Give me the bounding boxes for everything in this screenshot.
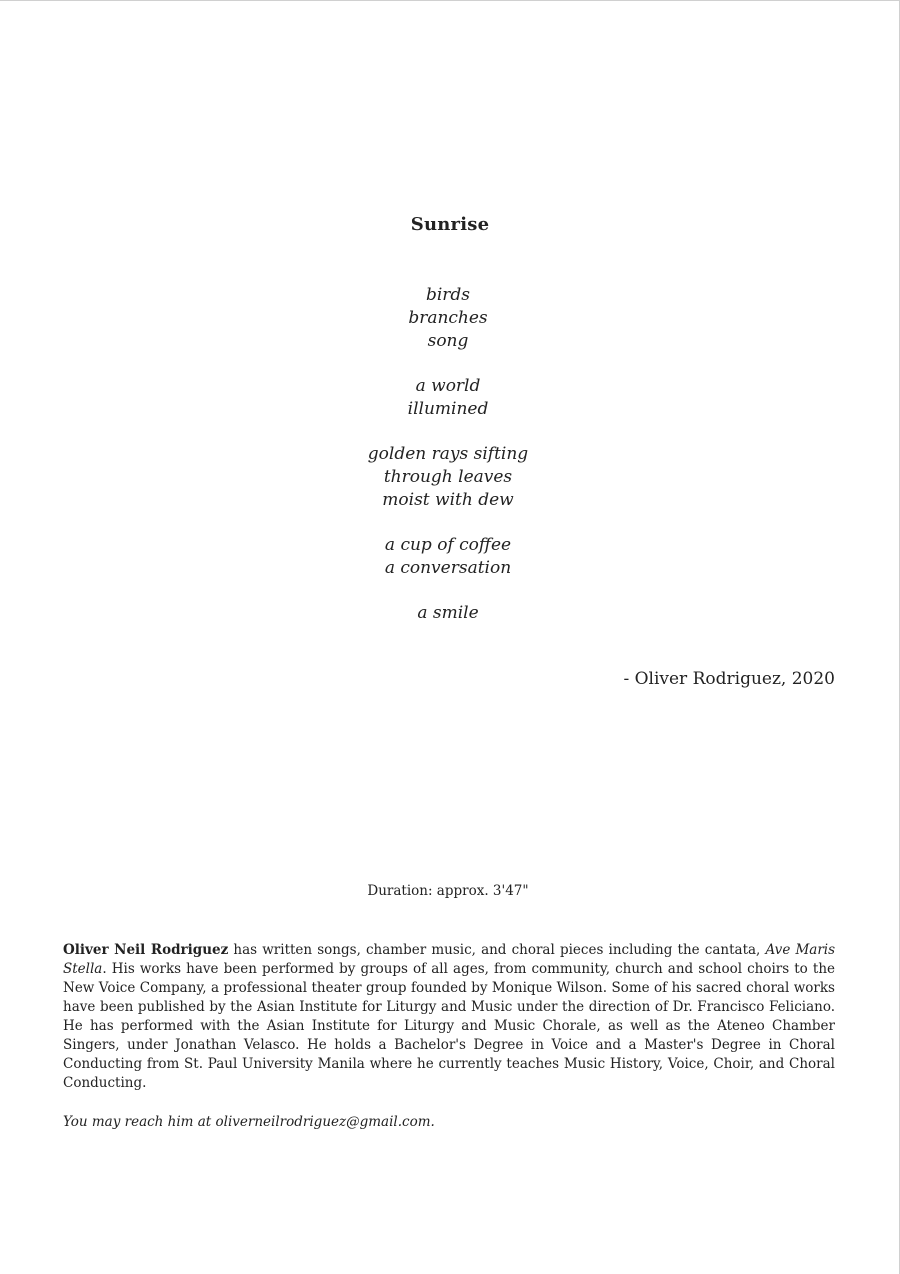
page-border-top <box>0 0 900 1</box>
poem-stanza <box>0 443 896 512</box>
poem-line: song <box>427 331 469 351</box>
poem-stanza <box>0 534 896 580</box>
poem-stanza <box>0 284 896 353</box>
poem-line: a smile <box>417 603 479 623</box>
poem-line: branches <box>408 308 488 328</box>
duration-note: Duration: approx. 3'47" <box>367 883 529 899</box>
poem-line: a world <box>415 376 481 396</box>
poem-line: moist with dew <box>382 490 514 510</box>
bio-text: has written songs, chamber music, and choral pieces including the cantata, <box>228 942 766 958</box>
poem-line: golden rays sifting <box>367 444 529 464</box>
poem-stanza <box>0 602 896 625</box>
contact-line: You may reach him at oliverneilrodriguez@gmail.com. <box>63 1114 435 1130</box>
poem-title: Sunrise <box>410 214 490 235</box>
poem-line: a cup of coffee <box>384 535 512 555</box>
poem-stanza <box>0 375 896 421</box>
poem-body <box>0 284 896 625</box>
bio-work-title: Ave Maris Stella <box>63 942 836 977</box>
poem-attribution: - Oliver Rodriguez, 2020 <box>623 669 835 689</box>
poem-line: through leaves <box>383 467 513 487</box>
poem-line: illumined <box>407 399 489 419</box>
bio-name: Oliver Neil Rodriguez <box>63 942 229 958</box>
bio-text: . His works have been performed by groups of all ages, from community, church and school choirs to the New Voice Company, a professional theater group founded by Monique Wilson. Some of his sacred choral works have been published by the Asian Institute for Liturgy and Music under the direction of Dr. Francisco Feliciano. He has performed with the Asian Institute for Liturgy and Music Chorale, as well as the Ateneo Chamber Singers, under Jonathan Velasco. He holds a Bachelor's Degree in Voice and a Master's Degree in Choral Conducting from St. Paul University Manila where he currently teaches Music History, Voice, Choir, and Choral Conducting. <box>63 961 835 1091</box>
poem-line: birds <box>425 285 471 305</box>
poem-line: a conversation <box>384 558 512 578</box>
composer-bio <box>63 941 835 1093</box>
